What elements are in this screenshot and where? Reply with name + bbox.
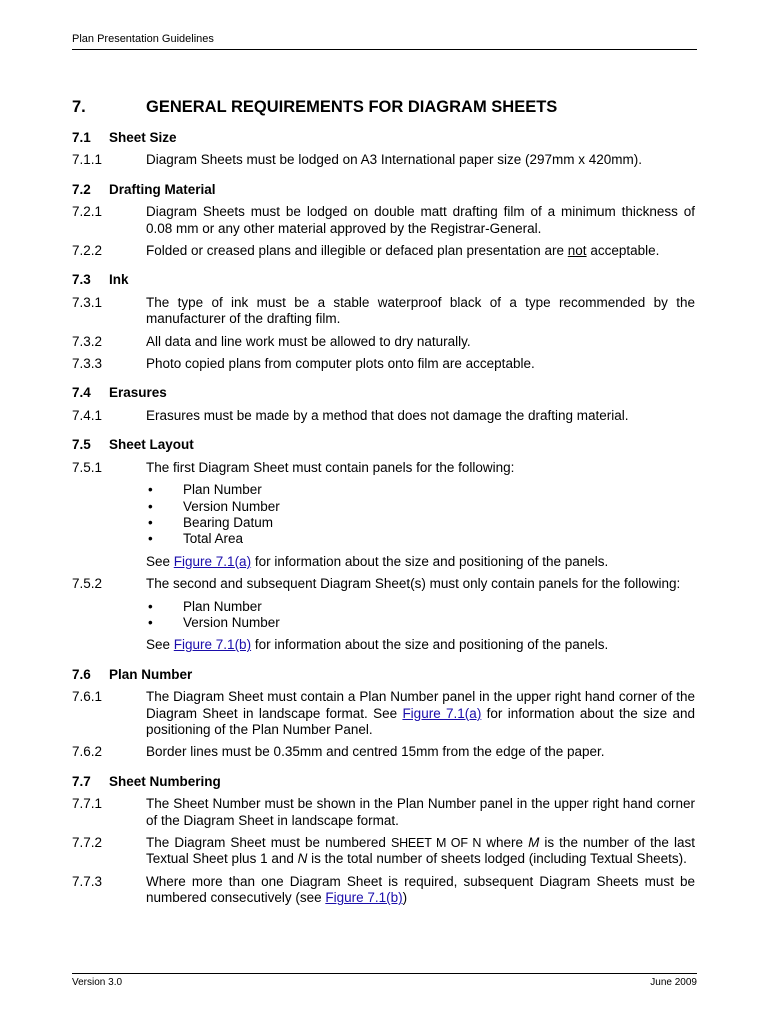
- bullet-list: [146, 482, 695, 548]
- subsection-title: Sheet Layout: [109, 437, 194, 453]
- subsection-title: Plan Number: [109, 666, 193, 682]
- subsection-number: 7.6: [72, 666, 91, 682]
- paragraph-text: All data and line work must be allowed to dry naturally.: [146, 333, 471, 349]
- subsection-number: 7.3: [72, 272, 91, 288]
- paragraph-7-1-1: [72, 152, 695, 168]
- bullet-list: [146, 599, 695, 632]
- paragraph-number: 7.2.2: [72, 243, 103, 259]
- bullet-icon: •: [148, 598, 153, 614]
- bullet-icon: •: [148, 482, 153, 498]
- list-item: • Total Area: [148, 531, 244, 547]
- paragraph-text: Where more than one Diagram Sheet is required, subsequent Diagram Sheets must be numbered consecutively (see Figure 7.1(b)): [146, 873, 695, 906]
- subsection-heading-7-7: [72, 774, 695, 790]
- paragraph-content: [146, 576, 695, 654]
- paragraph-number: 7.5.1: [72, 459, 103, 475]
- section-heading: [72, 97, 695, 117]
- figure-7-1b-link[interactable]: Figure 7.1(b): [325, 890, 403, 906]
- figure-7-1a-link[interactable]: Figure 7.1(a): [173, 553, 252, 569]
- subsection-heading-7-6: [72, 667, 695, 683]
- paragraph-7-5-2: [72, 576, 695, 654]
- figure-7-1b-link[interactable]: Figure 7.1(b): [173, 637, 252, 653]
- subsection-heading-7-5: [72, 437, 695, 453]
- list-item: • Bearing Datum: [148, 514, 274, 530]
- subsection-heading-7-1: [72, 130, 695, 146]
- subsection-heading-7-3: [72, 272, 695, 288]
- paragraph-7-7-3: [72, 874, 695, 907]
- subsection-title: Ink: [109, 272, 129, 288]
- paragraph-number: 7.1.1: [72, 152, 103, 168]
- text-run: acceptable.: [586, 243, 660, 259]
- paragraph-7-7-2: [72, 835, 695, 868]
- paragraph-number: 7.3.3: [72, 356, 103, 372]
- section-title: GENERAL REQUIREMENTS FOR DIAGRAM SHEETS: [146, 98, 558, 116]
- section-number: 7.: [72, 98, 86, 116]
- running-footer: [72, 977, 697, 988]
- subsection-title: Sheet Numbering: [109, 773, 221, 789]
- paragraph-7-2-1: [72, 204, 695, 237]
- paragraph-number: 7.3.1: [72, 294, 103, 310]
- underlined-text: not: [567, 243, 587, 259]
- variable-n: N: [297, 851, 308, 867]
- paragraph-7-5-1: [72, 460, 695, 570]
- paragraph-text: The type of ink must be a stable waterproof black of a type recommended by the manufacturer of the drafting film.: [146, 294, 695, 327]
- sheet-format-code: SHEET M OF N: [390, 836, 482, 850]
- list-item: • Version Number: [148, 498, 280, 514]
- figure-7-1a-link[interactable]: Figure 7.1(a): [402, 705, 482, 721]
- paragraph-text: Diagram Sheets must be lodged on double matt drafting film of a minimum thickness of 0.08 mm or any other material approved by the Registrar-General.: [146, 204, 695, 236]
- paragraph-number: 7.7.3: [72, 873, 103, 889]
- variable-m: M: [528, 835, 540, 850]
- paragraph-text: Diagram Sheets must be lodged on A3 International paper size (297mm x 420mm).: [146, 152, 643, 168]
- paragraph-7-6-1: [72, 689, 695, 738]
- document-body: [72, 97, 695, 913]
- footer-rule: [72, 973, 697, 974]
- paragraph-content: [146, 460, 695, 570]
- paragraph-number: 7.5.2: [72, 576, 103, 592]
- footer-version: Version 3.0: [72, 977, 123, 988]
- paragraph-text: The first Diagram Sheet must contain panels for the following:: [146, 459, 515, 475]
- subsection-number: 7.5: [72, 437, 91, 453]
- paragraph-number: 7.4.1: [72, 407, 103, 423]
- running-header: Plan Presentation Guidelines: [72, 33, 214, 45]
- subsection-title: Drafting Material: [109, 181, 216, 197]
- list-item: • Plan Number: [148, 598, 262, 614]
- subsection-heading-7-2: [72, 182, 695, 198]
- paragraph-7-6-2: [72, 744, 695, 760]
- subsection-title: Erasures: [109, 385, 167, 401]
- bullet-icon: •: [148, 614, 153, 630]
- subsection-number: 7.1: [72, 130, 91, 145]
- paragraph-number: 7.7.1: [72, 796, 103, 812]
- subsection-title: Sheet Size: [109, 130, 177, 145]
- paragraph-7-3-2: [72, 334, 695, 350]
- paragraph-text: The Diagram Sheet must contain a Plan Number panel in the upper right hand corner of the Diagram Sheet in landscape format. See Figure 7.1(a) for information about the size and positioning of the Plan Number Panel.: [146, 689, 695, 737]
- paragraph-7-3-1: [72, 295, 695, 328]
- paragraph-7-2-2: [72, 243, 695, 259]
- subsection-heading-7-4: [72, 385, 695, 401]
- see-reference: See Figure 7.1(b) for information about the size and positioning of the panels.: [146, 637, 609, 653]
- subsection-number: 7.4: [72, 385, 91, 401]
- paragraph-number: 7.6.1: [72, 689, 103, 705]
- paragraph-7-4-1: [72, 408, 695, 424]
- paragraph-number: 7.2.1: [72, 204, 103, 220]
- paragraph-text: The Sheet Number must be shown in the Plan Number panel in the upper right hand corner of the Diagram Sheet in landscape format.: [146, 796, 695, 828]
- paragraph-text: The second and subsequent Diagram Sheet(s) must only contain panels for the following:: [146, 576, 681, 592]
- header-rule: [72, 49, 697, 50]
- paragraph-text: Border lines must be 0.35mm and centred 15mm from the edge of the paper.: [146, 744, 605, 760]
- paragraph-text: [146, 243, 695, 259]
- paragraph-text: Erasures must be made by a method that does not damage the drafting material.: [146, 407, 629, 423]
- see-reference: See Figure 7.1(a) for information about the size and positioning of the panels.: [146, 553, 609, 569]
- paragraph-text: The Diagram Sheet must be numbered SHEET M OF N where M is the number of the last Textual Sheet plus 1 and N is the total number of sheets lodged (including Textual Sheets).: [146, 835, 695, 867]
- bullet-icon: •: [148, 531, 153, 547]
- bullet-icon: •: [148, 498, 153, 514]
- subsection-number: 7.2: [72, 181, 91, 197]
- text-run: Folded or creased plans and illegible or defaced plan presentation are: [146, 243, 568, 259]
- bullet-icon: •: [148, 514, 153, 530]
- footer-date: June 2009: [650, 977, 697, 988]
- paragraph-number: 7.3.2: [72, 333, 103, 349]
- subsection-number: 7.7: [72, 773, 91, 789]
- paragraph-number: 7.7.2: [72, 835, 103, 850]
- paragraph-7-7-1: [72, 796, 695, 829]
- list-item: • Version Number: [148, 614, 280, 630]
- paragraph-number: 7.6.2: [72, 744, 103, 760]
- paragraph-text: Photo copied plans from computer plots onto film are acceptable.: [146, 356, 535, 372]
- list-item: • Plan Number: [148, 482, 262, 498]
- paragraph-7-3-3: [72, 356, 695, 372]
